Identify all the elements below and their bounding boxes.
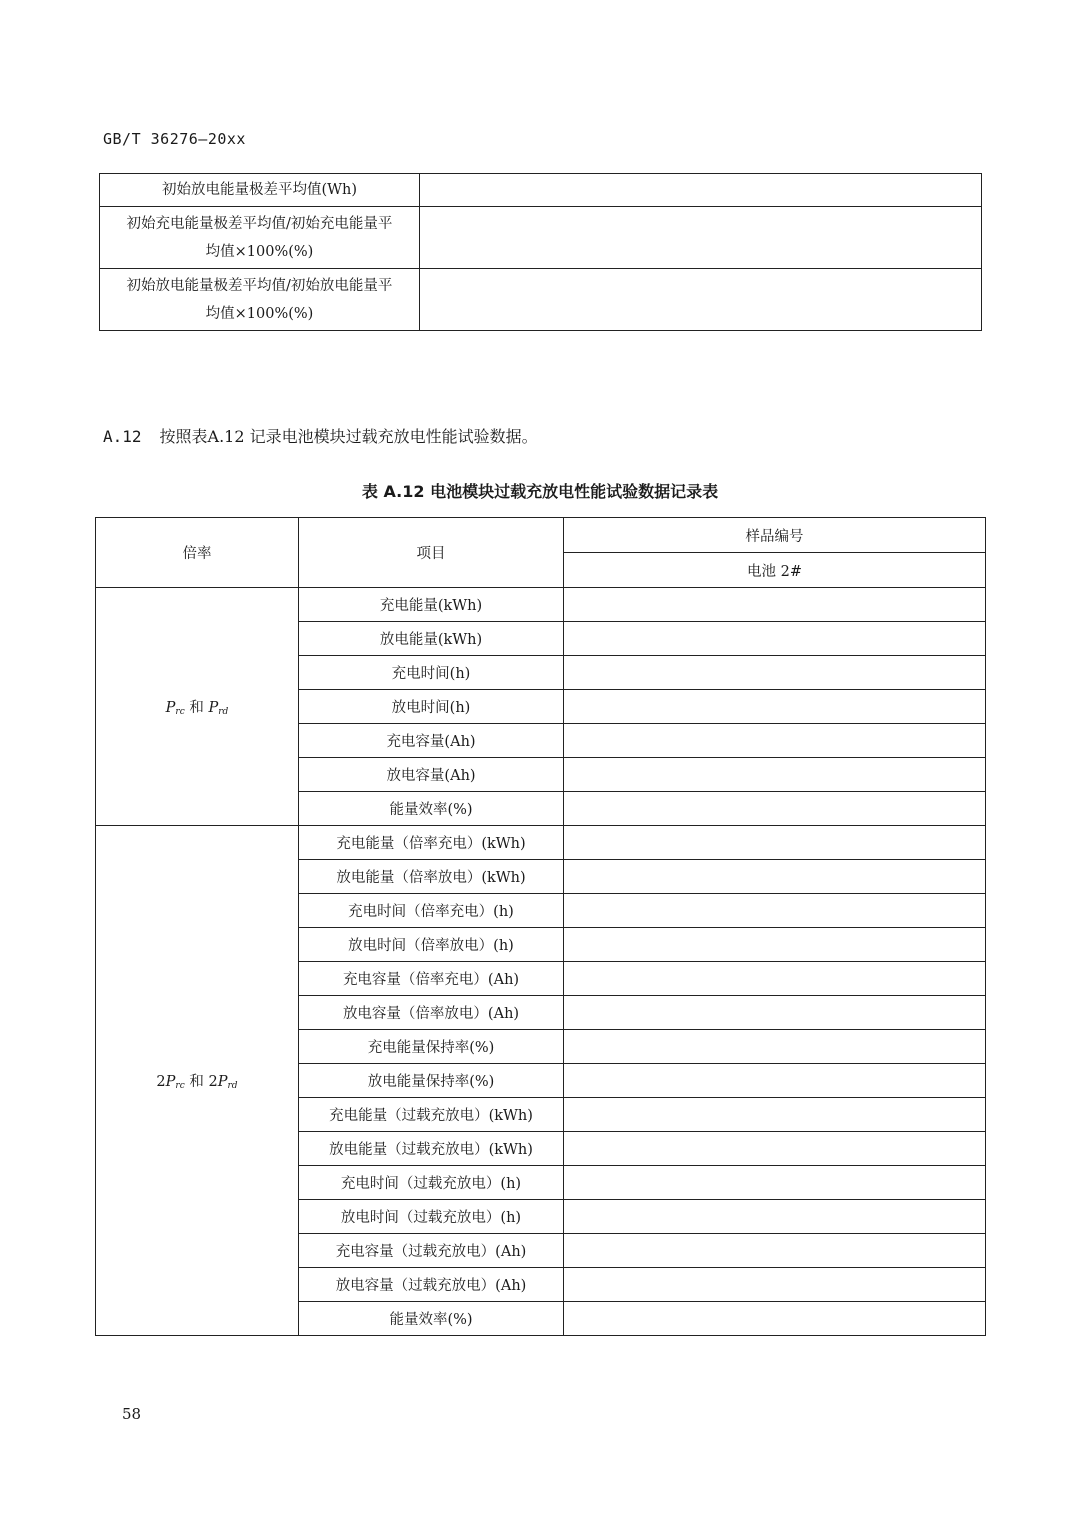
item-cell: 充电时间(h) [299,656,564,690]
top-table-label [100,269,420,331]
table-caption: 表 A.12 电池模块过载充放电性能试验数据记录表 [361,482,719,501]
item-cell: 充电容量(Ah) [299,724,564,758]
rate-subscript: rd [218,707,229,717]
section-a12 [103,424,538,447]
value-cell[interactable] [564,656,986,690]
top-table-label [100,207,420,269]
item-cell: 能量效率(%) [299,1302,564,1336]
item-cell: 充电时间（过载充放电）(h) [299,1166,564,1200]
value-cell[interactable] [564,1064,986,1098]
rate-cell [96,588,299,826]
value-cell[interactable] [564,792,986,826]
value-cell[interactable] [564,860,986,894]
item-cell: 充电时间（倍率充电）(h) [299,894,564,928]
item-cell: 放电时间（过载充放电）(h) [299,1200,564,1234]
rate-subscript: rd [227,1081,238,1091]
section-text: 按照表A.12 记录电池模块过载充放电性能试验数据。 [159,427,538,446]
page-number: 58 [122,1405,142,1423]
rate-subscript: rc [175,707,185,717]
top-table-value [420,207,982,269]
table-row [96,588,986,622]
top-table-value [420,174,982,207]
value-cell[interactable] [564,1234,986,1268]
top-table-row [100,207,982,269]
item-cell: 充电能量（过载充放电）(kWh) [299,1098,564,1132]
item-cell: 充电能量(kWh) [299,588,564,622]
label-line: 均值×100%(%) [205,305,314,322]
item-cell: 放电容量（过载充放电）(Ah) [299,1268,564,1302]
sample-group-header: 样品编号 [564,518,986,553]
top-table-label [100,174,420,207]
col-item-header: 项目 [299,518,564,588]
rate-cell [96,826,299,1336]
item-cell: 放电能量保持率(%) [299,1064,564,1098]
value-cell[interactable] [564,826,986,860]
item-cell: 放电容量(Ah) [299,758,564,792]
value-cell[interactable] [564,588,986,622]
value-cell[interactable] [564,1098,986,1132]
rate-symbol: P [165,700,176,716]
item-cell: 充电容量（倍率充电）(Ah) [299,962,564,996]
value-cell[interactable] [564,928,986,962]
value-cell[interactable] [564,1166,986,1200]
value-cell[interactable] [564,1132,986,1166]
item-cell: 充电能量保持率(%) [299,1030,564,1064]
table-row [96,826,986,860]
item-cell: 放电能量（过载充放电）(kWh) [299,1132,564,1166]
item-cell: 放电能量（倍率放电）(kWh) [299,860,564,894]
item-cell: 放电时间（倍率放电）(h) [299,928,564,962]
value-cell[interactable] [564,996,986,1030]
item-cell: 充电能量（倍率充电）(kWh) [299,826,564,860]
value-cell[interactable] [564,1268,986,1302]
item-cell: 能量效率(%) [299,792,564,826]
rate-prefix: 2 [156,1074,166,1090]
item-cell: 放电容量（倍率放电）(Ah) [299,996,564,1030]
label-line: 初始放电能量极差平均值/初始放电能量平 [126,277,393,294]
value-cell[interactable] [564,962,986,996]
top-table [99,173,982,331]
sample-header: 电池 2# [564,553,986,588]
top-table-value [420,269,982,331]
value-cell[interactable] [564,622,986,656]
value-cell[interactable] [564,724,986,758]
rate-symbol: P [217,1074,228,1090]
rate-symbol: P [165,1074,176,1090]
value-cell[interactable] [564,1302,986,1336]
item-cell: 充电容量（过载充放电）(Ah) [299,1234,564,1268]
value-cell[interactable] [564,1200,986,1234]
label-line: 初始放电能量极差平均值(Wh) [161,182,358,198]
value-cell[interactable] [564,894,986,928]
value-cell[interactable] [564,1030,986,1064]
value-cell[interactable] [564,690,986,724]
header-row [96,518,986,553]
standard-code: GB/T 36276—20xx [103,130,246,148]
col-rate-header: 倍率 [96,518,299,588]
value-cell[interactable] [564,758,986,792]
section-number: A.12 [103,427,142,446]
rate-subscript: rc [175,1081,185,1091]
rate-prefix: 2 [208,1074,218,1090]
top-table-row [100,174,982,207]
rate-symbol: P [208,700,219,716]
item-cell: 放电能量(kWh) [299,622,564,656]
label-line: 均值×100%(%) [205,243,314,260]
item-cell: 放电时间(h) [299,690,564,724]
top-table-row [100,269,982,331]
rate-and: 和 [184,700,209,716]
main-table [95,517,986,1336]
rate-and: 和 [184,1074,209,1090]
label-line: 初始充电能量极差平均值/初始充电能量平 [126,215,393,232]
